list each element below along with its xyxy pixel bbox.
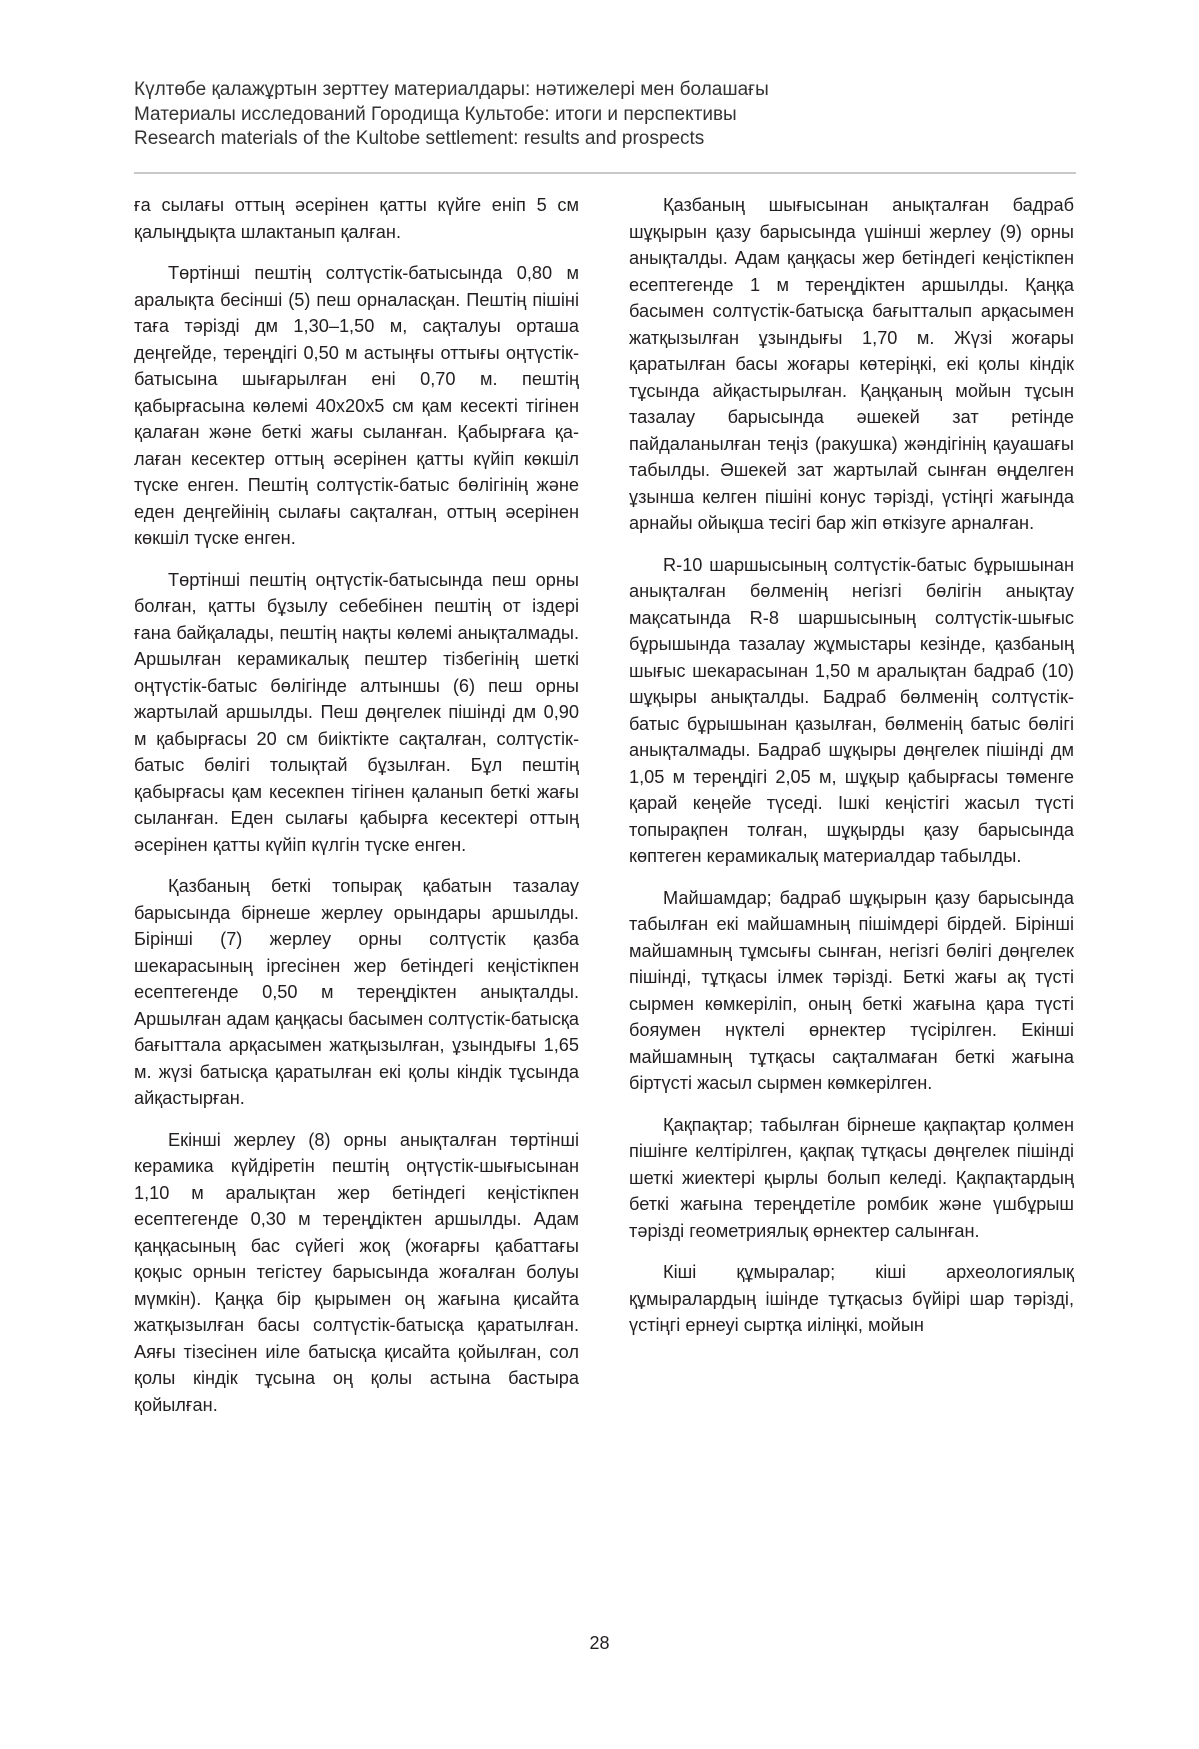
- page-number: 28: [589, 1633, 610, 1653]
- header-divider: [134, 172, 1076, 174]
- paragraph: ға сылағы оттың әсерінен қатты күйге еніп 5 см қалыңдықта шлактанып қалған.: [134, 195, 579, 242]
- right-column: [629, 192, 1074, 1354]
- paragraph: Төртінші пештің солтүстік-батысында 0,80 м аралықта бесінші (5) пеш орналасқан. Пештің пішіні таға тәрізді дм 1,30–1,50 м, сақталуы орташа деңгейде, тереңдігі 0,50 м астыңғы оттығы оңтүстік-батысына шығарылған ені 0,70 м. пештің қабырғасына көлемі 40х20х5 см қам кесекті тігінен қалаған және беткі жағы сыланған. Қабырғаға қалаған кесектер оттың әсерінен қатты күйіп көкшіл түске енген. Пештің солтүстік-батыс бөлігінің және еден деңгейінің сылағы сақталған, оттың әсерінен көкшіл түске енген.: [134, 263, 579, 548]
- paragraph: Кіші құмыралар; кіші археологиялық құмыралардың ішінде тұтқасыз бүйірі шар тәрізді, үстіңгі ернеуі сыртқа иіліңкі, мойын: [629, 1262, 1074, 1335]
- paragraph: Майшамдар; бадраб шұқырын қазу барысында табылған екі майшамның пішімдері бірдей. Бірінші майшамның тұмсығы сынған, негізгі бөлігі дөңгелек пішінді, тұтқасы ілмек тәрізді. Беткі жағы ақ түсті сырмен көмкеріліп, оның беткі жағына қара түсті бояумен нүктелі өрнектер түсірілген. Екінші майшамның тұтқасы сақталмаған беткі жағына біртүсті жасыл сырмен көмкерілген.: [629, 887, 1074, 1093]
- paragraph: R-10 шаршысының солтүстік-батыс бұрышынан анықталған бөлменің негізгі бөлігін анықтау мақсатында R-8 шаршысының солтүстік-шығыс бұрышында тазалау жұмыстары кезінде, қазбаның шығыс шекарасынан 1,50 м аралықтан бадраб (10) шұқыры анықталды. Бадраб бөлменің солтүстік-батыс бұрышынан қазылған, бөлменің батыс бөлігі анықталмады. Бадраб шұқыры дөңгелек пішінді дм 1,05 м тереңдігі 2,05 м, шұқыр қабырғасы төменге қарай кеңейе түседі. Ішкі кеңістігі жасыл түсті топырақпен толған, шұқырды қазу барысында көптеген керамикалық материалдар табылды.: [629, 554, 1074, 866]
- running-header: [134, 78, 1074, 152]
- left-column: [134, 192, 579, 1433]
- paragraph: Қақпақтар; табылған бірнеше қақпақтар қолмен пішінге келтірілген, қақпақ тұтқасы дөңгелек пішінді шеткі жиектері қырлы болып келеді. Қақпақтардың беткі жағына тереңдетіле ромбик және үшбұрыш тәрізді геометриялық өрнектер салынған.: [629, 1114, 1074, 1241]
- header-title-russian: Материалы исследований Городища Культобе: итоги и перспективы: [134, 103, 737, 125]
- header-title-english: Research materials of the Kultobe settlement: results and prospects: [134, 128, 705, 149]
- paragraph: Қазбаның беткі топырақ қабатын тазалау барысында бірнеше жерлеу орындары аршылды. Бірінші (7) жерлеу орны солтүстік қазба шекарасының іргесінен жер бетіндегі кеңістікпен есептегенде 0,50 м тереңдіктен анықталды. Аршылған адам қаңқасы басымен солтүстік-батысқа бағыттала арқасымен жатқызылған, ұзындығы 1,65 м. жүзі батысқа қаратылған екі қолы кіндік тұсында айқастырған.: [134, 876, 579, 1108]
- header-title-kazakh: Күлтөбе қалажұртын зерттеу материалдары: нәтижелері мен болашағы: [134, 79, 769, 100]
- paragraph: Қазбаның шығысынан анықталған бадраб шұқырын қазу барысында үшінші жерлеу (9) орны анықталды. Адам қаңқасы жер бетіндегі кеңістікпен есептегенде 1 м тереңдіктен аршылды. Қаңқа басымен солтүстік-батысқа бағытталып арқасымен жатқызылған ұзындығы 1,70 м. Жүзі жоғары қаратылған басы жоғары көтеріңкі, екі қолы кіндік тұсында айқастырылған. Қаңқаның мойын тұсын тазалау барысында әшекей зат ретінде пайдаланылған теңіз (ракушка) жәндігінің қауашағы табылды. Әшекей зат жартылай сынған өңделген ұзынша келген пішіні конус тәрізді, үстіңгі жағында арнайы ойықша тесігі бар жіп өткізуге арналған.: [629, 195, 1074, 533]
- paragraph: Төртінші пештің оңтүстік-батысында пеш орны болған, қатты бұзылу себебінен пештің от іздері ғана байқалады, пештің нақты көлемі анықталмады. Аршылған керамикалық пештер тізбегінің шеткі оңтүстік-батыс бөлігінде алтыншы (6) пеш орны жартылай аршылды. Пеш дөңгелек пішінді дм 0,90 м қабырғасы 20 см биіктікте сақталған, солтүстік-батыс бөлігі толықтай бұзылған. Бұл пештің қабырғасы қам кесекпен тігінен қаланып беткі жағы сыланған. Еден сылағы қабырға кесектері оттың әсерінен қатты күйіп күлгін түске енген.: [134, 569, 579, 855]
- paragraph: Екінші жерлеу (8) орны анықталған төртінші керамика күйдіретін пештің оңтүстік-шығысынан 1,10 м аралықтан жер бетіндегі кеңістікпен есептегенде 0,30 м тереңдіктен аршылды. Адам қаңқасының бас сүйегі жоқ (жоғарғы қабаттағы қоқыс орнын тегістеу барысында жоғалған болуы мүмкін). Қаңқа бір қырымен оң жағына қисайта жатқызылған басы солтүстік-батысқа қаратылған. Аяғы тізесінен иіле батысқа қисайта қойылған, сол қолы кіндік тұсына оң қолы астына бастыра қойылған.: [134, 1129, 579, 1415]
